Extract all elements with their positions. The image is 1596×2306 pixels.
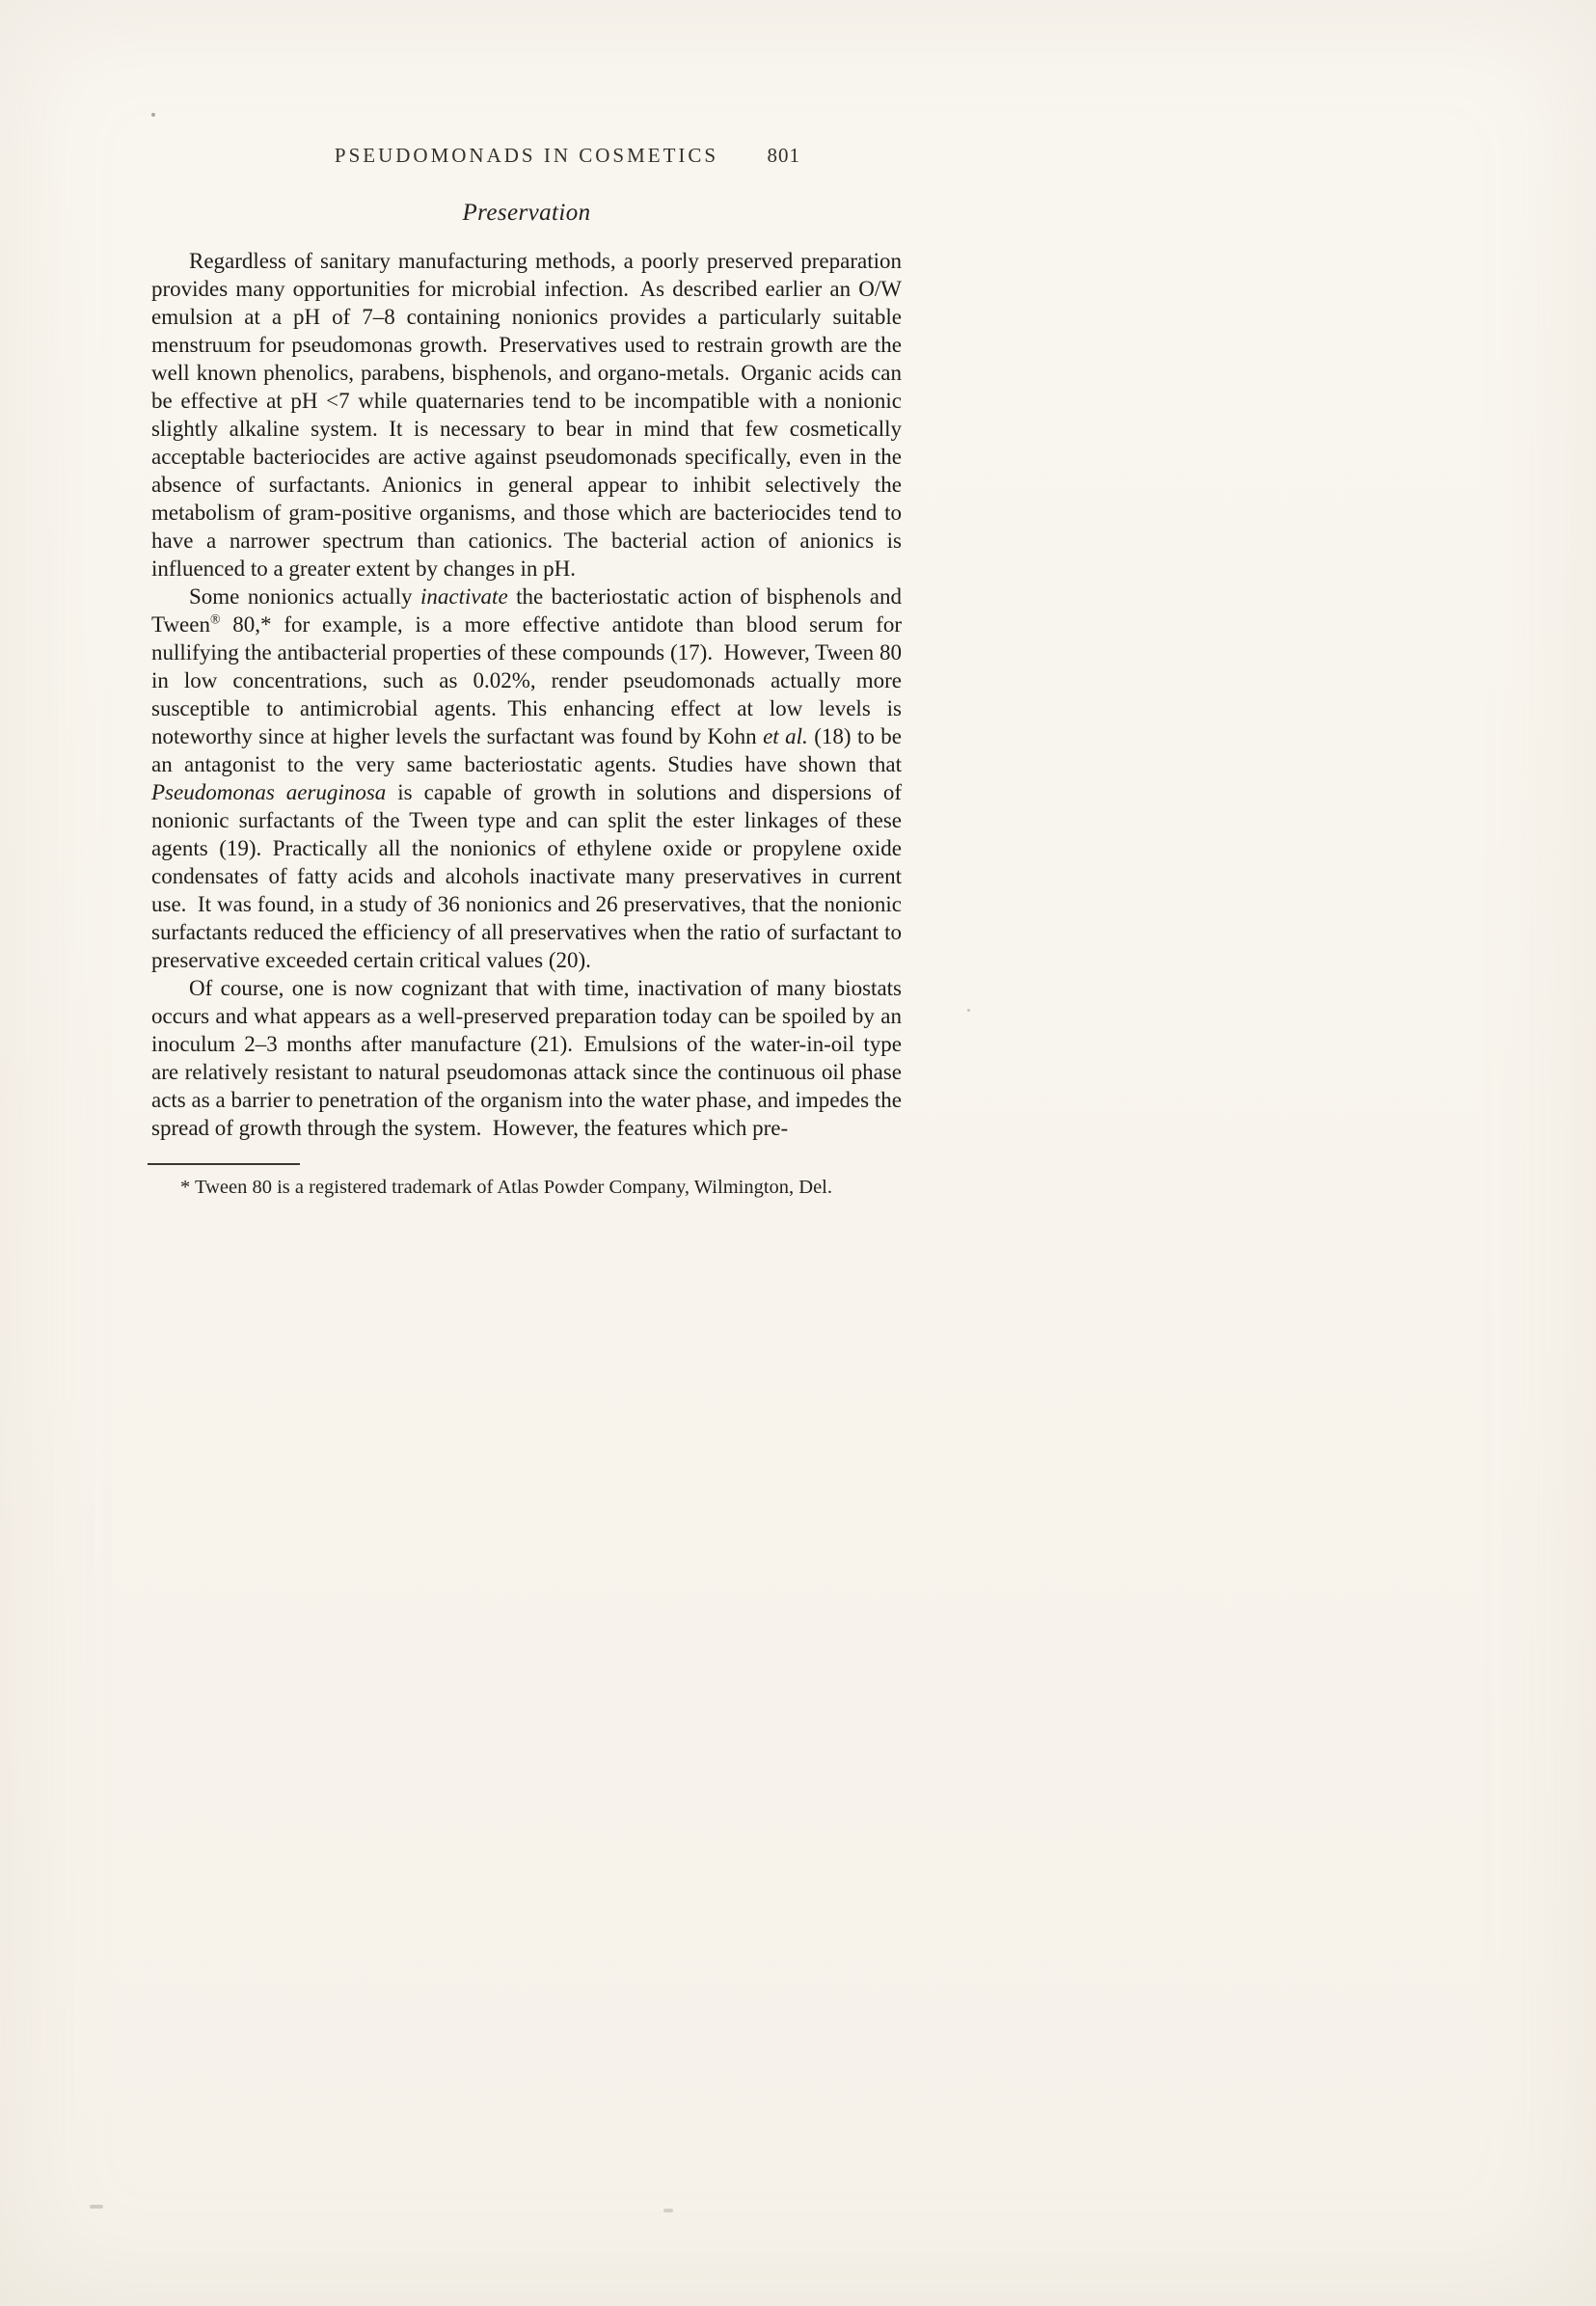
text-segment: (18) to be an antagonist to the very same bacteriostatic agents. Studies have shown that — [151, 724, 902, 776]
italic-segment: et al. — [763, 724, 808, 748]
running-head-title: PSEUDOMONADS IN COSMETICS — [334, 144, 719, 167]
text-segment: Regardless of sanitary manufacturing methods, a poorly preserved preparation provides many opportunities for microbial infection. As described earlier an O/W emulsion at a pH of 7–8 containing nonionics provides a particularly suitable menstruum for pseudomonas growth. Preservatives used to restrain growth are the well known phenolics, parabens, bisphenols, and organo-metals. Organic acids can be effective at pH <7 while quaternaries tend to be incompatible with a nonionic slightly alkaline system. It is necessary to bear in mind that few cosmetically acceptable bacteriocides are active against pseudomonads specifically, even in the absence of surfactants. Anionics in general appear to inhibit selectively the metabolism of gram-positive organisms, and those which are bacteriocides tend to have a narrower spectrum than cationics. The bacterial action of anionics is influenced to a greater extent by changes in pH. — [151, 249, 902, 581]
paragraph — [151, 583, 902, 974]
italic-segment: inactivate — [419, 584, 508, 609]
text-segment: is capable of growth in solutions and dispersions of nonionic surfactants of the Tween type and can split the ester linkages of these agents (19). Practically all the nonionics of ethylene oxide or propylene oxide condensates of fatty acids and alcohols inactivate many preservatives in current use. It was found, in a study of 36 nonionics and 26 preservatives, that the nonionic surfactants reduced the efficiency of all preservatives when the ratio of surfactant to preservative exceeded certain critical values (20). — [151, 780, 902, 972]
scan-speck — [90, 2205, 103, 2209]
scan-speck — [151, 113, 155, 117]
footnote-rule — [148, 1163, 300, 1165]
page-number: 801 — [767, 144, 800, 167]
text-segment: 80,* for example, is a more effective antidote than blood serum for nullifying the antibacterial properties of these compounds (17). However, Tween 80 in low concentrations, such as 0.02%, render pseudomonads actually more susceptible to antimicrobial agents. This enhancing effect at low levels is noteworthy since at higher levels the surfactant was found by Kohn — [151, 612, 902, 748]
paragraph — [151, 247, 902, 583]
scan-speck — [967, 1009, 970, 1012]
page-header — [151, 143, 902, 168]
footnote: * Tween 80 is a registered trademark of Atlas Powder Company, Wilmington, Del. — [180, 1177, 832, 1198]
article-body — [151, 247, 902, 1142]
section-title: Preservation — [462, 200, 591, 226]
paragraph — [151, 974, 902, 1142]
text-segment: the bacteriostatic action of bisphenols and Tween — [151, 584, 902, 637]
text-segment: Of course, one is now cognizant that with time, inactivation of many biostats occurs and what appears as a well-preserved preparation today can be spoiled by an inoculum 2–3 months after manufacture (21). Emulsions of the water-in-oil type are relatively resistant to natural pseudomonas attack since the continuous oil phase acts as a barrier to penetration of the organism into the water phase, and impedes the spread of growth through the system. However, the features which pre- — [151, 976, 902, 1140]
scan-speck — [663, 2209, 673, 2212]
text-column — [151, 143, 902, 1200]
text-segment: Some nonionics actually — [189, 584, 420, 609]
superscript-segment: ® — [209, 611, 221, 627]
italic-segment: Pseudomonas aeruginosa — [151, 780, 387, 804]
